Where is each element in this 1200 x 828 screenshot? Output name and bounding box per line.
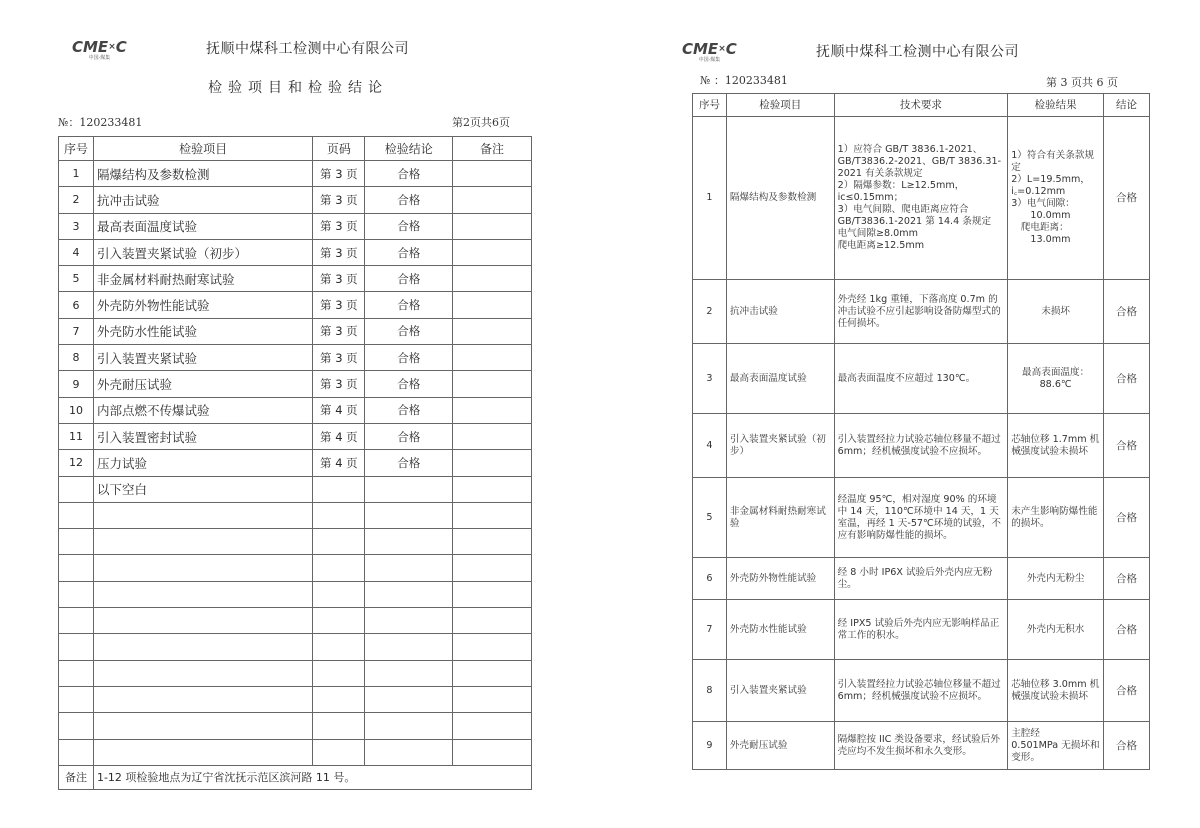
row-item: 引入装置夹紧试验（初步） [93, 239, 312, 265]
row-page [313, 476, 365, 502]
table-row [59, 450, 532, 476]
table-row [693, 558, 1150, 600]
cmec-logo: CME×C 中国·煤集 [682, 40, 737, 63]
row-result: 主腔经 0.501MPa 无损坏和变形。 [1008, 722, 1104, 770]
row-requirement: 引入装置经拉力试验芯轴位移量不超过 6mm；经机械强度试验不应损坏。 [834, 414, 1008, 478]
row-item: 非金属材料耐热耐寒试验 [726, 478, 834, 558]
row-no: 7 [693, 600, 727, 660]
page-title: 检验项目和检验结论 [208, 80, 388, 96]
row-no: 3 [59, 213, 94, 239]
page-info: 第 3 页共 6 页 [1046, 76, 1118, 89]
row-conclusion: 合格 [1104, 344, 1150, 414]
row-note [453, 423, 532, 449]
row-note [453, 318, 532, 344]
row-note [453, 213, 532, 239]
row-conclusion: 合格 [1104, 478, 1150, 558]
table-row [693, 117, 1150, 280]
row-requirement: 引入装置经拉力试验芯轴位移量不超过 6mm；经机械强度试验不应损坏。 [834, 660, 1008, 722]
row-page: 第 4 页 [313, 397, 365, 423]
row-item: 引入装置夹紧试验 [93, 345, 312, 371]
page-info: 第2页共6页 [452, 116, 510, 129]
row-result: 合格 [365, 266, 453, 292]
row-item: 最高表面温度试验 [93, 213, 312, 239]
row-result: 未损坏 [1008, 280, 1104, 344]
row-requirement: 经 IPX5 试验后外壳内应无影响样品正常工作的积水。 [834, 600, 1008, 660]
row-result: 未产生影响防爆性能的损坏。 [1008, 478, 1104, 558]
row-item: 外壳耐压试验 [726, 722, 834, 770]
empty-row [59, 713, 532, 739]
row-note [453, 345, 532, 371]
empty-row [59, 686, 532, 712]
row-no: 12 [59, 450, 94, 476]
row-note [453, 161, 532, 187]
row-page: 第 4 页 [313, 423, 365, 449]
row-no [59, 476, 94, 502]
table-row [693, 414, 1150, 478]
row-no: 8 [59, 345, 94, 371]
row-result: 1）符合有关条款规定 2）L=19.5mm， i꜀=0.12mm 3）电气间隙： 10.0mm 爬电距离： 13.0mm [1008, 117, 1104, 280]
row-conclusion: 合格 [1104, 280, 1150, 344]
table-row [59, 476, 532, 502]
table-row [59, 397, 532, 423]
row-no: 8 [693, 660, 727, 722]
row-no: 6 [59, 292, 94, 318]
row-note [453, 187, 532, 213]
row-page: 第 3 页 [313, 266, 365, 292]
row-requirement: 隔爆腔按 IIC 类设备要求，经试验后外壳应均不发生损坏和永久变形。 [834, 722, 1008, 770]
empty-row [59, 739, 532, 765]
row-item: 压力试验 [93, 450, 312, 476]
report-number: №：120233481 [58, 116, 143, 129]
row-page: 第 3 页 [313, 161, 365, 187]
header-item: 检验项目 [93, 137, 312, 161]
row-item: 隔爆结构及参数检测 [93, 161, 312, 187]
row-result: 合格 [365, 318, 453, 344]
row-no: 11 [59, 423, 94, 449]
header-result: 检验结果 [1008, 94, 1104, 117]
table-row [693, 344, 1150, 414]
table-header-row [59, 137, 532, 161]
row-no: 9 [59, 371, 94, 397]
row-no: 3 [693, 344, 727, 414]
empty-row [59, 529, 532, 555]
row-note [453, 239, 532, 265]
note-text: 1-12 项检验地点为辽宁省沈抚示范区滨河路 11 号。 [93, 765, 531, 789]
row-item: 最高表面温度试验 [726, 344, 834, 414]
header-page: 页码 [313, 137, 365, 161]
table-row [693, 478, 1150, 558]
row-no: 4 [693, 414, 727, 478]
row-no: 5 [693, 478, 727, 558]
row-page: 第 3 页 [313, 239, 365, 265]
row-result: 合格 [365, 345, 453, 371]
table-row [59, 292, 532, 318]
row-result: 芯轴位移 1.7mm 机械强度试验未损坏 [1008, 414, 1104, 478]
company-name: 抚顺中煤科工检测中心有限公司 [206, 41, 409, 57]
row-requirement: 1）应符合 GB/T 3836.1-2021、GB/T3836.2-2021、GB/T 3836.31-2021 有关条款规定 2）隔爆参数：L≥12.5mm，ic≤0.15mm； 3）电气间隙、爬电距离应符合 GB/T3836.1-2021 第 14.4 条规定 电气间隙≥8.0mm 爬电距离≥12.5mm [834, 117, 1008, 280]
table-row [59, 239, 532, 265]
row-result: 最高表面温度： 88.6℃ [1008, 344, 1104, 414]
row-item: 外壳防外物性能试验 [93, 292, 312, 318]
row-no: 10 [59, 397, 94, 423]
right-page [600, 0, 1200, 828]
row-no: 1 [59, 161, 94, 187]
row-note [453, 397, 532, 423]
row-result: 外壳内无积水 [1008, 600, 1104, 660]
header-item: 检验项目 [726, 94, 834, 117]
row-page: 第 3 页 [313, 292, 365, 318]
table-row [693, 660, 1150, 722]
table-row [59, 318, 532, 344]
inspection-summary-table [58, 136, 532, 790]
table-row [693, 722, 1150, 770]
note-label: 备注 [59, 765, 94, 789]
row-item: 引入装置夹紧试验（初步） [726, 414, 834, 478]
table-row [693, 600, 1150, 660]
left-page [0, 0, 590, 828]
row-conclusion: 合格 [1104, 600, 1150, 660]
row-item: 外壳防水性能试验 [726, 600, 834, 660]
table-row [693, 280, 1150, 344]
row-no: 6 [693, 558, 727, 600]
row-page: 第 4 页 [313, 450, 365, 476]
row-item: 隔爆结构及参数检测 [726, 117, 834, 280]
header-no: 序号 [693, 94, 727, 117]
row-result: 合格 [365, 423, 453, 449]
row-conclusion: 合格 [1104, 722, 1150, 770]
row-note [453, 266, 532, 292]
row-conclusion: 合格 [1104, 558, 1150, 600]
empty-row [59, 555, 532, 581]
row-no: 2 [59, 187, 94, 213]
row-no: 7 [59, 318, 94, 344]
report-number: № ：120233481 [700, 74, 788, 87]
row-conclusion: 合格 [1104, 414, 1150, 478]
row-result: 合格 [365, 213, 453, 239]
row-note [453, 476, 532, 502]
row-note [453, 450, 532, 476]
row-item: 引入装置密封试验 [93, 423, 312, 449]
row-item: 以下空白 [93, 476, 312, 502]
table-row [59, 161, 532, 187]
table-row [59, 345, 532, 371]
row-item: 外壳防水性能试验 [93, 318, 312, 344]
row-requirement: 外壳经 1kg 重锤，下落高度 0.7m 的冲击试验不应引起影响设备防爆型式的任何损坏。 [834, 280, 1008, 344]
row-result: 合格 [365, 187, 453, 213]
test-details-table [692, 93, 1150, 770]
table-row [59, 187, 532, 213]
row-result: 合格 [365, 292, 453, 318]
empty-row [59, 502, 532, 528]
row-note [453, 371, 532, 397]
row-result: 合格 [365, 161, 453, 187]
header-no: 序号 [59, 137, 94, 161]
row-result: 外壳内无粉尘 [1008, 558, 1104, 600]
row-item: 非金属材料耐热耐寒试验 [93, 266, 312, 292]
row-requirement: 经 8 小时 IP6X 试验后外壳内应无粉尘。 [834, 558, 1008, 600]
company-name: 抚顺中煤科工检测中心有限公司 [816, 44, 1019, 60]
row-result [365, 476, 453, 502]
row-note [453, 292, 532, 318]
row-item: 外壳防外物性能试验 [726, 558, 834, 600]
row-page: 第 3 页 [313, 213, 365, 239]
cmec-logo: CME×C 中国·煤集 [72, 38, 127, 61]
row-page: 第 3 页 [313, 187, 365, 213]
row-no: 4 [59, 239, 94, 265]
row-no: 5 [59, 266, 94, 292]
empty-row [59, 608, 532, 634]
row-result: 合格 [365, 450, 453, 476]
row-item: 内部点燃不传爆试验 [93, 397, 312, 423]
table-row [59, 371, 532, 397]
row-requirement: 最高表面温度不应超过 130℃。 [834, 344, 1008, 414]
row-no: 1 [693, 117, 727, 280]
header-conclusion: 结论 [1104, 94, 1150, 117]
empty-row [59, 581, 532, 607]
row-page: 第 3 页 [313, 345, 365, 371]
row-page: 第 3 页 [313, 371, 365, 397]
header-note: 备注 [453, 137, 532, 161]
empty-row [59, 660, 532, 686]
row-item: 引入装置夹紧试验 [726, 660, 834, 722]
table-row [59, 266, 532, 292]
row-conclusion: 合格 [1104, 660, 1150, 722]
row-item: 抗冲击试验 [93, 187, 312, 213]
row-no: 9 [693, 722, 727, 770]
row-result: 芯轴位移 3.0mm 机械强度试验未损坏 [1008, 660, 1104, 722]
note-row [59, 765, 532, 789]
table-header-row [693, 94, 1150, 117]
row-page: 第 3 页 [313, 318, 365, 344]
row-item: 外壳耐压试验 [93, 371, 312, 397]
row-item: 抗冲击试验 [726, 280, 834, 344]
row-result: 合格 [365, 239, 453, 265]
header-result: 检验结论 [365, 137, 453, 161]
row-requirement: 经温度 95℃，相对湿度 90% 的环境中 14 天，110℃环境中 14 天，1 天室温，再经 1 天-57℃环境的试验，不应有影响防爆性能的损坏。 [834, 478, 1008, 558]
row-conclusion: 合格 [1104, 117, 1150, 280]
row-result: 合格 [365, 397, 453, 423]
row-no: 2 [693, 280, 727, 344]
table-row [59, 423, 532, 449]
header-requirement: 技术要求 [834, 94, 1008, 117]
empty-row [59, 634, 532, 660]
row-result: 合格 [365, 371, 453, 397]
table-row [59, 213, 532, 239]
